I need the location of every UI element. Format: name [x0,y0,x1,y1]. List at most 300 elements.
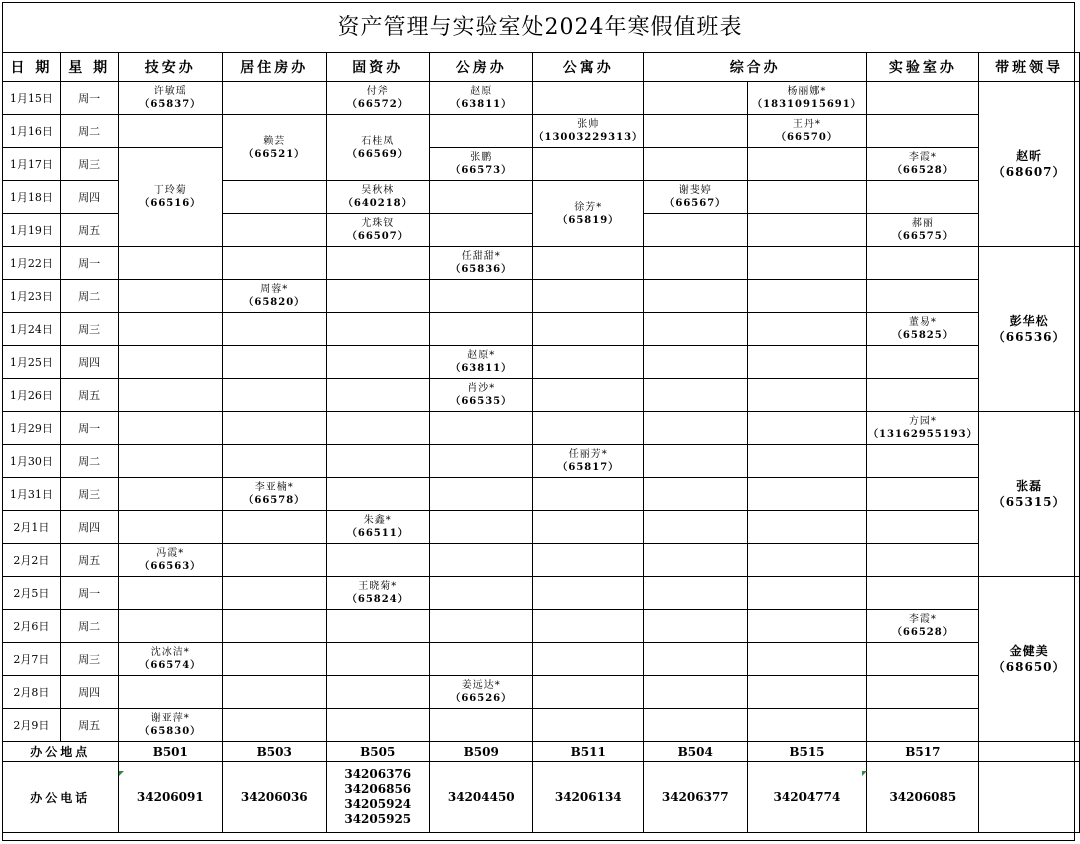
duty-cell [533,115,644,148]
duty-cell [644,478,747,511]
header-week: 星 期 [60,53,118,82]
duty-name: 王晓菊* [358,581,398,592]
duty-phone: （66521） [243,148,306,160]
duty-cell [747,709,867,742]
duty-name: 杨丽娜* [787,86,827,97]
duty-name: 丁玲菊 [153,185,187,196]
duty-cell [533,313,644,346]
duty-cell [326,247,430,280]
leader-cell [979,412,1080,577]
weekday-cell: 周五 [60,709,118,742]
duty-phone: （63811） [450,99,513,110]
duty-name: 董易* [908,317,937,328]
duty-cell [326,478,430,511]
duty-cell [223,511,326,544]
duty-cell [326,445,430,478]
duty-phone: （640218） [342,198,413,209]
weekday-cell: 周三 [60,313,118,346]
duty-cell [430,346,533,379]
table-row [3,346,1080,379]
date-cell: 1月23日 [3,280,61,313]
duty-cell [118,115,222,148]
duty-cell [118,148,222,247]
header-shiyan: 实验室办 [867,53,979,82]
duty-cell [223,82,326,115]
duty-cell [326,346,430,379]
table-row [3,709,1080,742]
table-row [3,643,1080,676]
weekday-cell: 周一 [60,82,118,115]
weekday-cell: 周二 [60,610,118,643]
leader-cell [979,577,1080,742]
duty-cell [747,511,867,544]
duty-cell [326,709,430,742]
office-phone: 34206091 [118,762,222,833]
duty-cell [533,478,644,511]
weekday-cell: 周二 [60,115,118,148]
duty-cell [223,676,326,709]
duty-cell [533,709,644,742]
header-zonghe: 综合办 [644,53,867,82]
duty-cell [867,346,979,379]
duty-cell [223,115,326,181]
duty-cell [118,82,222,115]
duty-cell [867,181,979,214]
duty-cell [867,247,979,280]
comment-marker-icon [119,771,124,776]
office-phone: 34206134 [533,762,644,833]
header-guzi: 固资办 [326,53,430,82]
duty-cell [644,247,747,280]
duty-cell [430,676,533,709]
leader-cell [979,82,1080,247]
duty-cell [430,544,533,577]
duty-name: 赵原* [467,350,496,361]
duty-cell [867,544,979,577]
duty-cell [430,247,533,280]
leader-phone: （65315） [992,495,1066,509]
table-row [3,247,1080,280]
leader-phone: （68607） [992,165,1066,179]
table-row [3,148,1080,181]
duty-cell [326,214,430,247]
duty-cell [326,379,430,412]
date-cell: 1月15日 [3,82,61,115]
duty-cell [533,148,644,181]
duty-name: 许敏瑶 [153,86,187,97]
duty-name: 任甜甜* [461,251,501,262]
duty-cell [118,313,222,346]
leader-phone: （68650） [992,660,1066,674]
weekday-cell: 周二 [60,445,118,478]
duty-phone: （13162955193） [868,429,978,440]
duty-cell [747,346,867,379]
office-phone: 34206377 [644,762,747,833]
duty-name: 赵原 [470,86,493,97]
duty-cell [118,247,222,280]
date-cell: 1月18日 [3,181,61,214]
duty-phone: （13003229313） [533,132,644,143]
duty-cell [867,412,979,445]
table-row [3,610,1080,643]
duty-phone: （66578） [243,495,306,506]
duty-cell [867,280,979,313]
duty-phone: （66569） [346,148,409,160]
duty-cell [644,412,747,445]
duty-cell [118,577,222,610]
duty-cell [747,313,867,346]
date-cell: 1月19日 [3,214,61,247]
duty-phone: （65819） [557,214,620,226]
duty-cell [430,511,533,544]
office-phone: 34206036 [223,762,326,833]
duty-cell [747,412,867,445]
duty-phone: （63811） [450,363,513,374]
duty-phone: （66528） [891,627,954,638]
duty-cell [533,445,644,478]
duty-cell [326,511,430,544]
duty-name: 朱鑫* [363,515,392,526]
duty-name: 沈冰洁* [150,647,190,658]
duty-cell [326,181,430,214]
table-row [3,544,1080,577]
duty-phone: （66573） [450,165,513,176]
duty-schedule-table [2,52,1080,833]
duty-cell [867,115,979,148]
duty-name: 周蓉* [260,284,289,295]
table-row [3,478,1080,511]
duty-cell [644,313,747,346]
duty-name: 徐芳* [574,201,603,213]
duty-cell [326,643,430,676]
duty-name: 任丽芳* [568,449,608,460]
weekday-cell: 周二 [60,280,118,313]
office-phone: 34205925 [344,812,412,826]
duty-phone: （66567） [664,198,727,209]
duty-cell [118,379,222,412]
duty-cell [533,247,644,280]
duty-cell [747,115,867,148]
weekday-cell: 周四 [60,676,118,709]
duty-cell [644,82,747,115]
duty-cell [747,148,867,181]
office-phone-group [326,762,430,833]
duty-cell [326,280,430,313]
header-juzhu: 居住房办 [223,53,326,82]
duty-phone: （66526） [450,693,513,704]
duty-name: 李亚楠* [254,482,294,493]
date-cell: 2月6日 [3,610,61,643]
header-date: 日 期 [3,53,61,82]
duty-name: 付斧 [366,86,389,97]
duty-cell [118,478,222,511]
duty-cell [747,181,867,214]
date-cell: 2月8日 [3,676,61,709]
duty-cell [223,445,326,478]
duty-phone: （66572） [346,99,409,110]
duty-name: 姜远达* [461,680,501,691]
duty-cell [430,610,533,643]
duty-cell [223,313,326,346]
duty-cell [747,577,867,610]
duty-phone: （66528） [891,165,954,176]
duty-cell [533,610,644,643]
duty-cell [326,82,430,115]
date-cell: 2月9日 [3,709,61,742]
duty-cell [533,412,644,445]
duty-cell [326,676,430,709]
leader-name: 张磊 [1016,479,1043,493]
duty-cell [118,511,222,544]
table-row [3,280,1080,313]
duty-cell [867,379,979,412]
weekday-cell: 周三 [60,478,118,511]
office-phone: 34204774 [747,762,867,833]
duty-cell [867,643,979,676]
duty-cell [644,148,747,181]
duty-cell [118,412,222,445]
duty-cell [223,412,326,445]
weekday-cell: 周四 [60,511,118,544]
duty-cell [326,412,430,445]
duty-cell [644,544,747,577]
duty-cell [533,379,644,412]
office-address: B501 [118,742,222,762]
duty-name: 肖沙* [467,383,496,394]
duty-phone: （66575） [891,231,954,242]
table-row [3,313,1080,346]
duty-cell [430,643,533,676]
duty-cell [223,214,326,247]
duty-cell [644,610,747,643]
table-row [3,82,1080,115]
table-row [3,511,1080,544]
duty-phone: （66507） [346,231,409,242]
office-address: B504 [644,742,747,762]
weekday-cell: 周四 [60,181,118,214]
date-cell: 1月22日 [3,247,61,280]
table-row [3,412,1080,445]
weekday-cell: 周三 [60,148,118,181]
duty-cell [867,676,979,709]
leader-cell [979,247,1080,412]
duty-phone: （65836） [450,264,513,275]
duty-phone: （18310915691） [752,99,862,110]
duty-cell [644,643,747,676]
duty-cell [644,346,747,379]
weekday-cell: 周五 [60,214,118,247]
duty-cell [644,511,747,544]
header-leader: 带班领导 [979,53,1080,82]
duty-name: 吴秋林 [361,185,395,196]
duty-cell [644,676,747,709]
office-address: B511 [533,742,644,762]
duty-cell [747,643,867,676]
office-phone: 34206856 [344,782,412,796]
duty-cell [747,214,867,247]
duty-name: 方园* [908,416,937,427]
duty-cell [533,577,644,610]
office-phone: 34206085 [867,762,979,833]
duty-name: 郝丽 [911,218,934,229]
duty-cell [533,82,644,115]
date-cell: 1月25日 [3,346,61,379]
duty-cell [867,709,979,742]
office-address-row [3,742,1080,762]
duty-cell [430,709,533,742]
duty-cell [430,181,533,214]
weekday-cell: 周一 [60,577,118,610]
date-cell: 1月17日 [3,148,61,181]
weekday-cell: 周一 [60,247,118,280]
duty-cell [747,280,867,313]
duty-cell [223,577,326,610]
duty-cell [430,82,533,115]
leader-name: 彭华松 [1009,314,1049,328]
weekday-cell: 周一 [60,412,118,445]
duty-cell [118,544,222,577]
duty-phone: （65825） [891,330,954,341]
duty-cell [326,610,430,643]
duty-cell [747,445,867,478]
duty-cell [747,544,867,577]
leader-name: 赵昕 [1016,149,1043,163]
date-cell: 2月2日 [3,544,61,577]
duty-phone: （66535） [450,396,513,407]
duty-name: 李霞* [908,152,937,163]
duty-cell [223,544,326,577]
office-phone-row [3,762,1080,833]
office-address: B509 [430,742,533,762]
duty-phone: （65837） [139,99,202,110]
duty-cell [867,214,979,247]
duty-name: 王丹* [792,119,821,130]
duty-name: 张帅 [577,119,600,130]
office-address-empty [979,742,1080,762]
table-row [3,445,1080,478]
weekday-cell: 周四 [60,346,118,379]
office-address: B517 [867,742,979,762]
duty-cell [867,148,979,181]
duty-phone: （65820） [243,297,306,308]
date-cell: 1月16日 [3,115,61,148]
duty-name: 谢亚萍* [150,713,190,724]
duty-cell [118,445,222,478]
duty-cell [118,643,222,676]
duty-cell [223,247,326,280]
duty-cell [533,511,644,544]
duty-cell [223,379,326,412]
weekday-cell: 周五 [60,379,118,412]
duty-name: 赖芸 [263,135,286,147]
table-row [3,115,1080,148]
duty-cell [867,610,979,643]
leader-phone: （66536） [992,330,1066,344]
duty-cell [644,181,747,214]
duty-cell [644,577,747,610]
duty-cell [533,643,644,676]
duty-name: 尤珠钗 [361,218,395,229]
duty-cell [644,280,747,313]
duty-cell [867,577,979,610]
date-cell: 1月26日 [3,379,61,412]
duty-phone: （65824） [346,594,409,605]
duty-cell [430,412,533,445]
duty-name: 冯霞* [156,548,185,559]
duty-cell [644,115,747,148]
duty-phone: （66516） [139,198,202,209]
duty-cell [747,82,867,115]
duty-cell [430,148,533,181]
date-cell: 2月1日 [3,511,61,544]
duty-cell [223,709,326,742]
date-cell: 1月29日 [3,412,61,445]
duty-cell [644,445,747,478]
date-cell: 1月24日 [3,313,61,346]
duty-phone: （66570） [776,132,838,143]
header-gongfang: 公房办 [430,53,533,82]
duty-cell [867,82,979,115]
header-jian: 技安办 [118,53,222,82]
duty-cell [867,511,979,544]
date-cell: 2月5日 [3,577,61,610]
duty-cell [747,610,867,643]
duty-cell [747,379,867,412]
duty-cell [430,280,533,313]
duty-cell [118,280,222,313]
duty-cell [747,478,867,511]
duty-cell [430,379,533,412]
duty-cell [118,676,222,709]
duty-name: 石桂凤 [361,135,395,147]
duty-cell [644,709,747,742]
duty-cell [223,478,326,511]
duty-cell [430,445,533,478]
office-phone: 34204450 [430,762,533,833]
duty-cell [223,610,326,643]
office-address: B505 [326,742,430,762]
leader-name: 金健美 [1009,644,1049,658]
duty-name: 谢斐婷 [678,185,712,196]
duty-cell [533,346,644,379]
table-row [3,676,1080,709]
date-cell: 1月30日 [3,445,61,478]
date-cell: 2月7日 [3,643,61,676]
duty-phone: （65817） [557,462,620,473]
duty-cell [533,544,644,577]
duty-cell [747,247,867,280]
duty-phone: （66574） [139,660,202,671]
duty-cell [326,115,430,181]
duty-cell [118,610,222,643]
duty-phone: （65830） [139,726,202,737]
duty-cell [326,313,430,346]
duty-cell [430,478,533,511]
office-phone-empty [979,762,1080,833]
duty-name: 张鹏 [470,152,493,163]
duty-cell [747,676,867,709]
duty-cell [326,577,430,610]
office-address: B503 [223,742,326,762]
duty-cell [430,214,533,247]
duty-cell [223,280,326,313]
duty-cell [430,313,533,346]
office-address-label: 办公地点 [3,742,119,762]
duty-cell [223,346,326,379]
duty-cell [533,280,644,313]
office-phone: 34206376 [344,767,412,781]
duty-cell [118,346,222,379]
